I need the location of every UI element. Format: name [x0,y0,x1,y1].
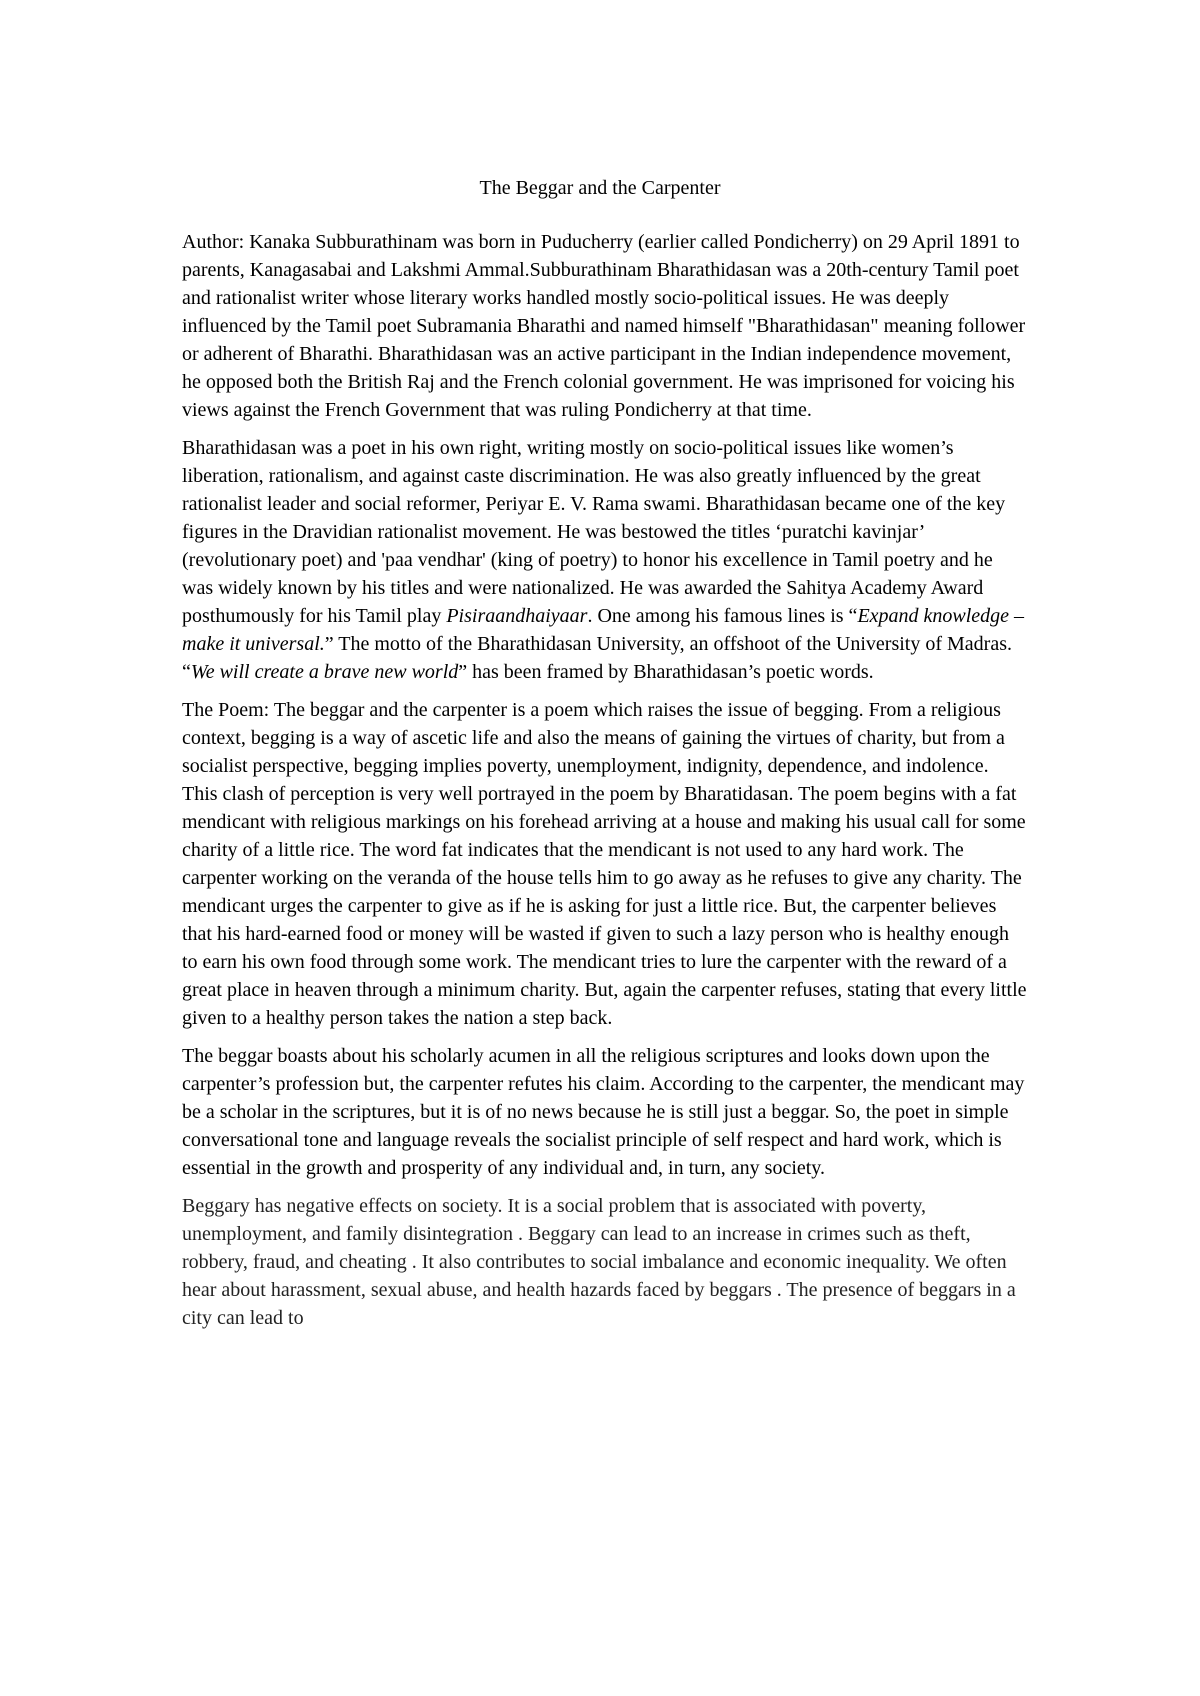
paragraph-poet-legacy [182,434,1027,686]
paragraph-beggar-scholar: The beggar boasts about his scholarly acumen in all the religious scriptures and looks down upon the carpenter’s profession but, the carpenter refutes his claim. According to the carpenter, the mendicant may be a scholar in the scriptures, but it is of no news because he is still just a beggar. So, the poet in simple conversational tone and language reveals the socialist principle of self respect and hard work, which is essential in the growth and prosperity of any individual and, in turn, any society. [182,1045,1025,1179]
paragraph-poem-summary: The Poem: The beggar and the carpenter is a poem which raises the issue of begging. From a religious context, begging is a way of ascetic life and also the means of gaining the virtues of charity, but from a socialist perspective, begging implies poverty, unemployment, indignity, dependence, and indolence. This clash of perception is very well portrayed in the poem by Bharatidasan. The poem begins with a fat mendicant with religious markings on his forehead arriving at a house and making his usual call for some charity of a little rice. The word fat indicates that the mendicant is not used to any hard work. The carpenter working on the veranda of the house tells him to go away as he refuses to give any charity. The mendicant urges the carpenter to give as if he is asking for just a little rice. But, the carpenter believes that his hard-earned food or money will be wasted if given to such a lazy person who is healthy enough to earn his own food through some work. The mendicant tries to lure the carpenter with the reward of a great place in heaven through a minimum charity. But, again the carpenter refuses, stating that every little given to a healthy person takes the nation a step back. [182,699,1027,1029]
famous-quote: We will create a brave new world [190,661,459,683]
document-body [182,228,1027,1342]
document-title: The Beggar and the Carpenter [479,177,721,199]
paragraph-text: . One among his famous lines is “ [587,605,858,627]
play-title: Pisiraandhaiyaar [446,605,588,627]
paragraph-text: ” has been framed by Bharathidasan’s poetic words. [458,661,874,683]
paragraph-text: ” The motto of the Bharathidasan University, an offshoot of the University of Madras. “ [182,633,1013,683]
paragraph-beggary-effects: Beggary has negative effects on society. It is a social problem that is associated with poverty, unemployment, and family disintegration . Beggary can lead to an increase in crimes such as theft, robbery, fraud, and cheating . It also contributes to social imbalance and economic inequality. We often hear about harassment, sexual abuse, and health hazards faced by beggars . The presence of beggars in a city can lead to [182,1195,1016,1329]
famous-quote: Expand knowledge – make it universal. [182,605,1025,655]
paragraph-author-bio: Author: Kanaka Subburathinam was born in Puducherry (earlier called Pondicherry) on 29 April 1891 to parents, Kanagasabai and Lakshmi Ammal.Subburathinam Bharathidasan was a 20th-century Tamil poet and rationalist writer whose literary works handled mostly socio-political issues. He was deeply influenced by the Tamil poet Subramania Bharathi and named himself "Bharathidasan" meaning follower or adherent of Bharathi. Bharathidasan was an active participant in the Indian independence movement, he opposed both the British Raj and the French colonial government. He was imprisoned for voicing his views against the French Government that was ruling Pondicherry at that time. [182,231,1026,421]
paragraph-text: Bharathidasan was a poet in his own right, writing mostly on socio-political issues like women’s liberation, rationalism, and against caste discrimination. He was also greatly influenced by the great rationalist leader and social reformer, Periyar E. V. Rama swami. Bharathidasan became one of the key figures in the Dravidian rationalist movement. He was bestowed the titles ‘puratchi kavinjar’ (revolutionary poet) and 'paa vendhar' (king of poetry) to honor his excellence in Tamil poetry and he was widely known by his titles and were nationalized. He was awarded the Sahitya Academy Award posthumously for his Tamil play [182,437,1006,627]
